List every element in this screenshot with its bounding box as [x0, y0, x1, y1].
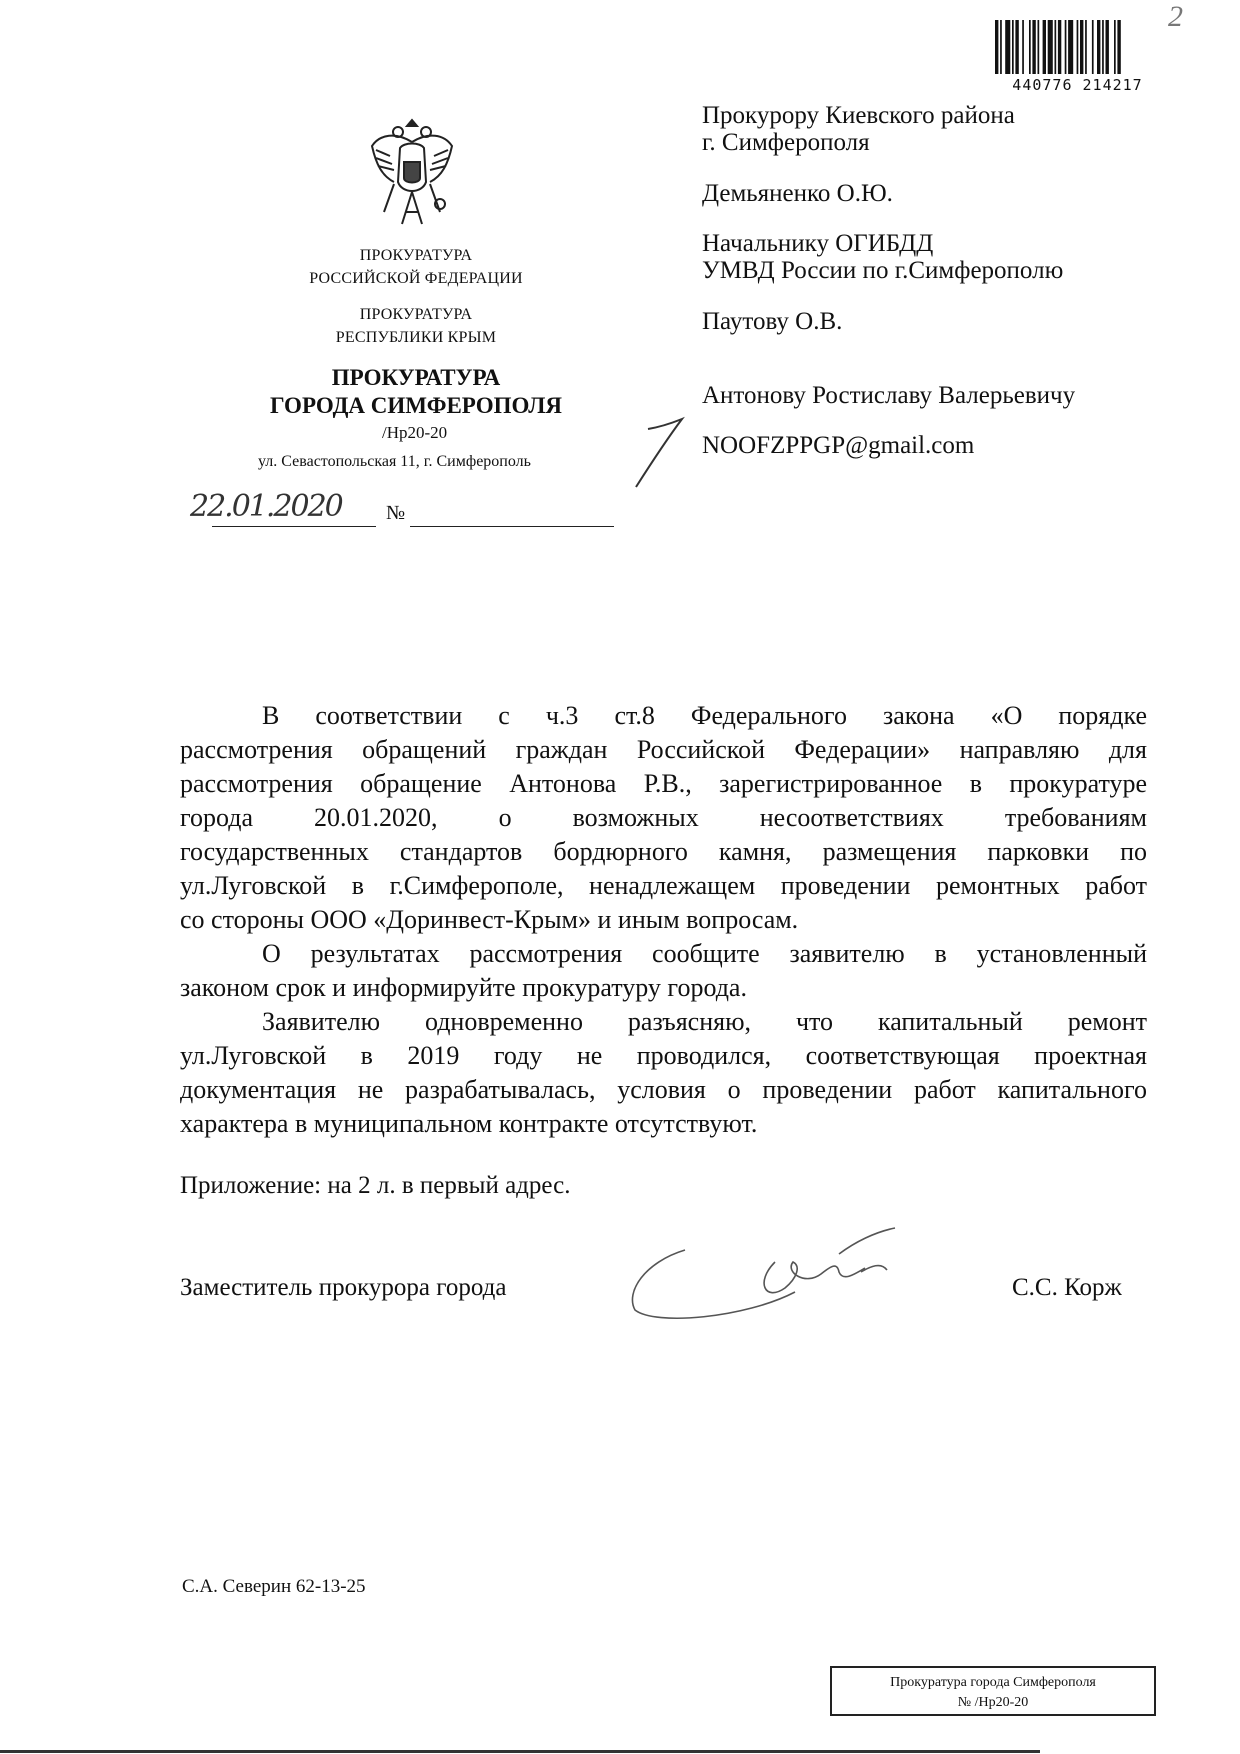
- barcode-bar: [1005, 20, 1010, 74]
- barcode-bar: [1029, 20, 1031, 74]
- header-line: РЕСПУБЛИКИ КРЫМ: [335, 329, 497, 346]
- barcode-number: 440776 214217: [995, 76, 1160, 94]
- header-line: РОССИЙСКОЙ ФЕДЕРАЦИИ: [309, 270, 523, 287]
- barcode-bar: [1080, 20, 1083, 74]
- bottom-scan-edge: [0, 1750, 1040, 1753]
- barcode-bars: [995, 20, 1160, 74]
- barcode-bar: [1055, 20, 1057, 74]
- paragraph-3: [180, 1005, 1147, 1141]
- paragraph-2: [180, 937, 1147, 1005]
- barcode-bar: [1022, 20, 1024, 74]
- registration-number-overprint: /Нр20-20: [382, 423, 448, 442]
- recipient-line: Начальнику ОГИБДД: [702, 230, 934, 257]
- body-line: документация не разрабатывалась, условия о проведении работ капитального: [180, 1075, 1147, 1104]
- barcode: [995, 20, 1160, 96]
- body-line: рассмотрения обращение Антонова Р.В., зарегистрированное в прокуратуре: [180, 769, 1147, 798]
- number-underline: [410, 526, 614, 527]
- header-line: ПРОКУРАТУРА: [359, 306, 473, 323]
- header-org-simferopol: [236, 364, 596, 420]
- sender-address: ул. Севастопольская 11, г. Симферополь: [258, 453, 531, 470]
- header-org-russian-federation: [266, 244, 566, 290]
- barcode-bar: [1092, 20, 1094, 74]
- attachment-note: Приложение: на 2 л. в первый адрес.: [180, 1172, 571, 1199]
- barcode-bar: [1068, 20, 1073, 74]
- stamp-line-1: Прокуратура города Симферополя: [890, 1675, 1096, 1690]
- barcode-bar: [1106, 20, 1109, 74]
- body-line: со стороны ООО «Доринвест-Крым» и иным вопросам.: [180, 905, 799, 934]
- barcode-bar: [995, 20, 998, 74]
- executor-contact: С.А. Северин 62-13-25: [182, 1576, 366, 1597]
- signatory-position: Заместитель прокурора города: [180, 1274, 507, 1301]
- header-line: ПРОКУРАТУРА: [331, 365, 501, 390]
- barcode-bar: [1117, 20, 1120, 74]
- body-line: О результатах рассмотрения сообщите заявителю в установленный: [262, 939, 1147, 968]
- barcode-bar: [1015, 20, 1018, 74]
- body-line: ул.Луговской в г.Симферополе, ненадлежащем проведении ремонтных работ: [180, 871, 1147, 900]
- header-line: ПРОКУРАТУРА: [359, 247, 473, 264]
- signatory-name: С.С. Корж: [1012, 1274, 1122, 1301]
- recipient-1-name: Демьяненко О.Ю.: [702, 180, 893, 207]
- recipient-line: Прокурору Киевского района: [702, 102, 1015, 129]
- barcode-bar: [1032, 20, 1035, 74]
- recipient-3-name: Антонову Ростиславу Валерьевичу: [702, 382, 1076, 409]
- barcode-bar: [1077, 20, 1079, 74]
- barcode-bar: [1114, 20, 1116, 74]
- registration-stamp-box: [830, 1666, 1156, 1716]
- barcode-bar: [1043, 20, 1046, 74]
- header-line: ГОРОДА СИМФЕРОПОЛЯ: [270, 393, 562, 418]
- letter-body: [180, 699, 1147, 1141]
- stamp-line-2: № /Нр20-20: [957, 1695, 1029, 1710]
- body-line: ул.Луговской в 2019 году не проводился, соответствующая проектная: [180, 1041, 1147, 1070]
- recipient-line: г. Симферополя: [702, 129, 870, 156]
- body-line: характера в муниципальном контракте отсутствуют.: [180, 1109, 758, 1138]
- body-line: Заявителю одновременно разъясняю, что капитальный ремонт: [262, 1007, 1147, 1036]
- body-line: В соответствии с ч.3 ст.8 Федерального закона «О порядке: [262, 701, 1147, 730]
- barcode-bar: [1058, 20, 1061, 74]
- recipient-2: [702, 230, 1063, 284]
- handwritten-mark: [630, 415, 690, 495]
- body-line: законом срок и информируйте прокуратуру города.: [180, 973, 747, 1002]
- barcode-bar: [1012, 20, 1014, 74]
- coat-of-arms-emblem-icon: [366, 112, 458, 232]
- barcode-bar: [1097, 20, 1100, 74]
- paragraph-1: [180, 699, 1147, 937]
- recipient-2-name: Паутову О.В.: [702, 308, 843, 335]
- header-org-crimea: [266, 303, 566, 349]
- handwritten-signature: [625, 1222, 945, 1332]
- date-handwritten: 22.01.2020: [190, 489, 342, 524]
- body-line: города 20.01.2020, о возможных несоответствиях требованиям: [180, 803, 1147, 832]
- handwritten-page-number: 2: [1168, 0, 1183, 33]
- body-line: рассмотрения обращений граждан Российской Федерации» направляю для: [180, 735, 1147, 764]
- barcode-bar: [1000, 20, 1002, 74]
- barcode-bar: [1065, 20, 1067, 74]
- recipient-1: [702, 102, 1015, 156]
- barcode-bar: [1048, 20, 1053, 74]
- recipient-line: УМВД России по г.Симферополю: [702, 257, 1064, 284]
- date-underline: [212, 526, 376, 527]
- barcode-bar: [1085, 20, 1087, 74]
- recipient-3-email[interactable]: NOOFZPPGP@gmail.com: [702, 432, 975, 459]
- barcode-bar: [1102, 20, 1104, 74]
- number-label: №: [386, 502, 406, 524]
- body-line: государственных стандартов бордюрного камня, размещения парковки по: [180, 837, 1147, 866]
- barcode-bar: [1038, 20, 1040, 74]
